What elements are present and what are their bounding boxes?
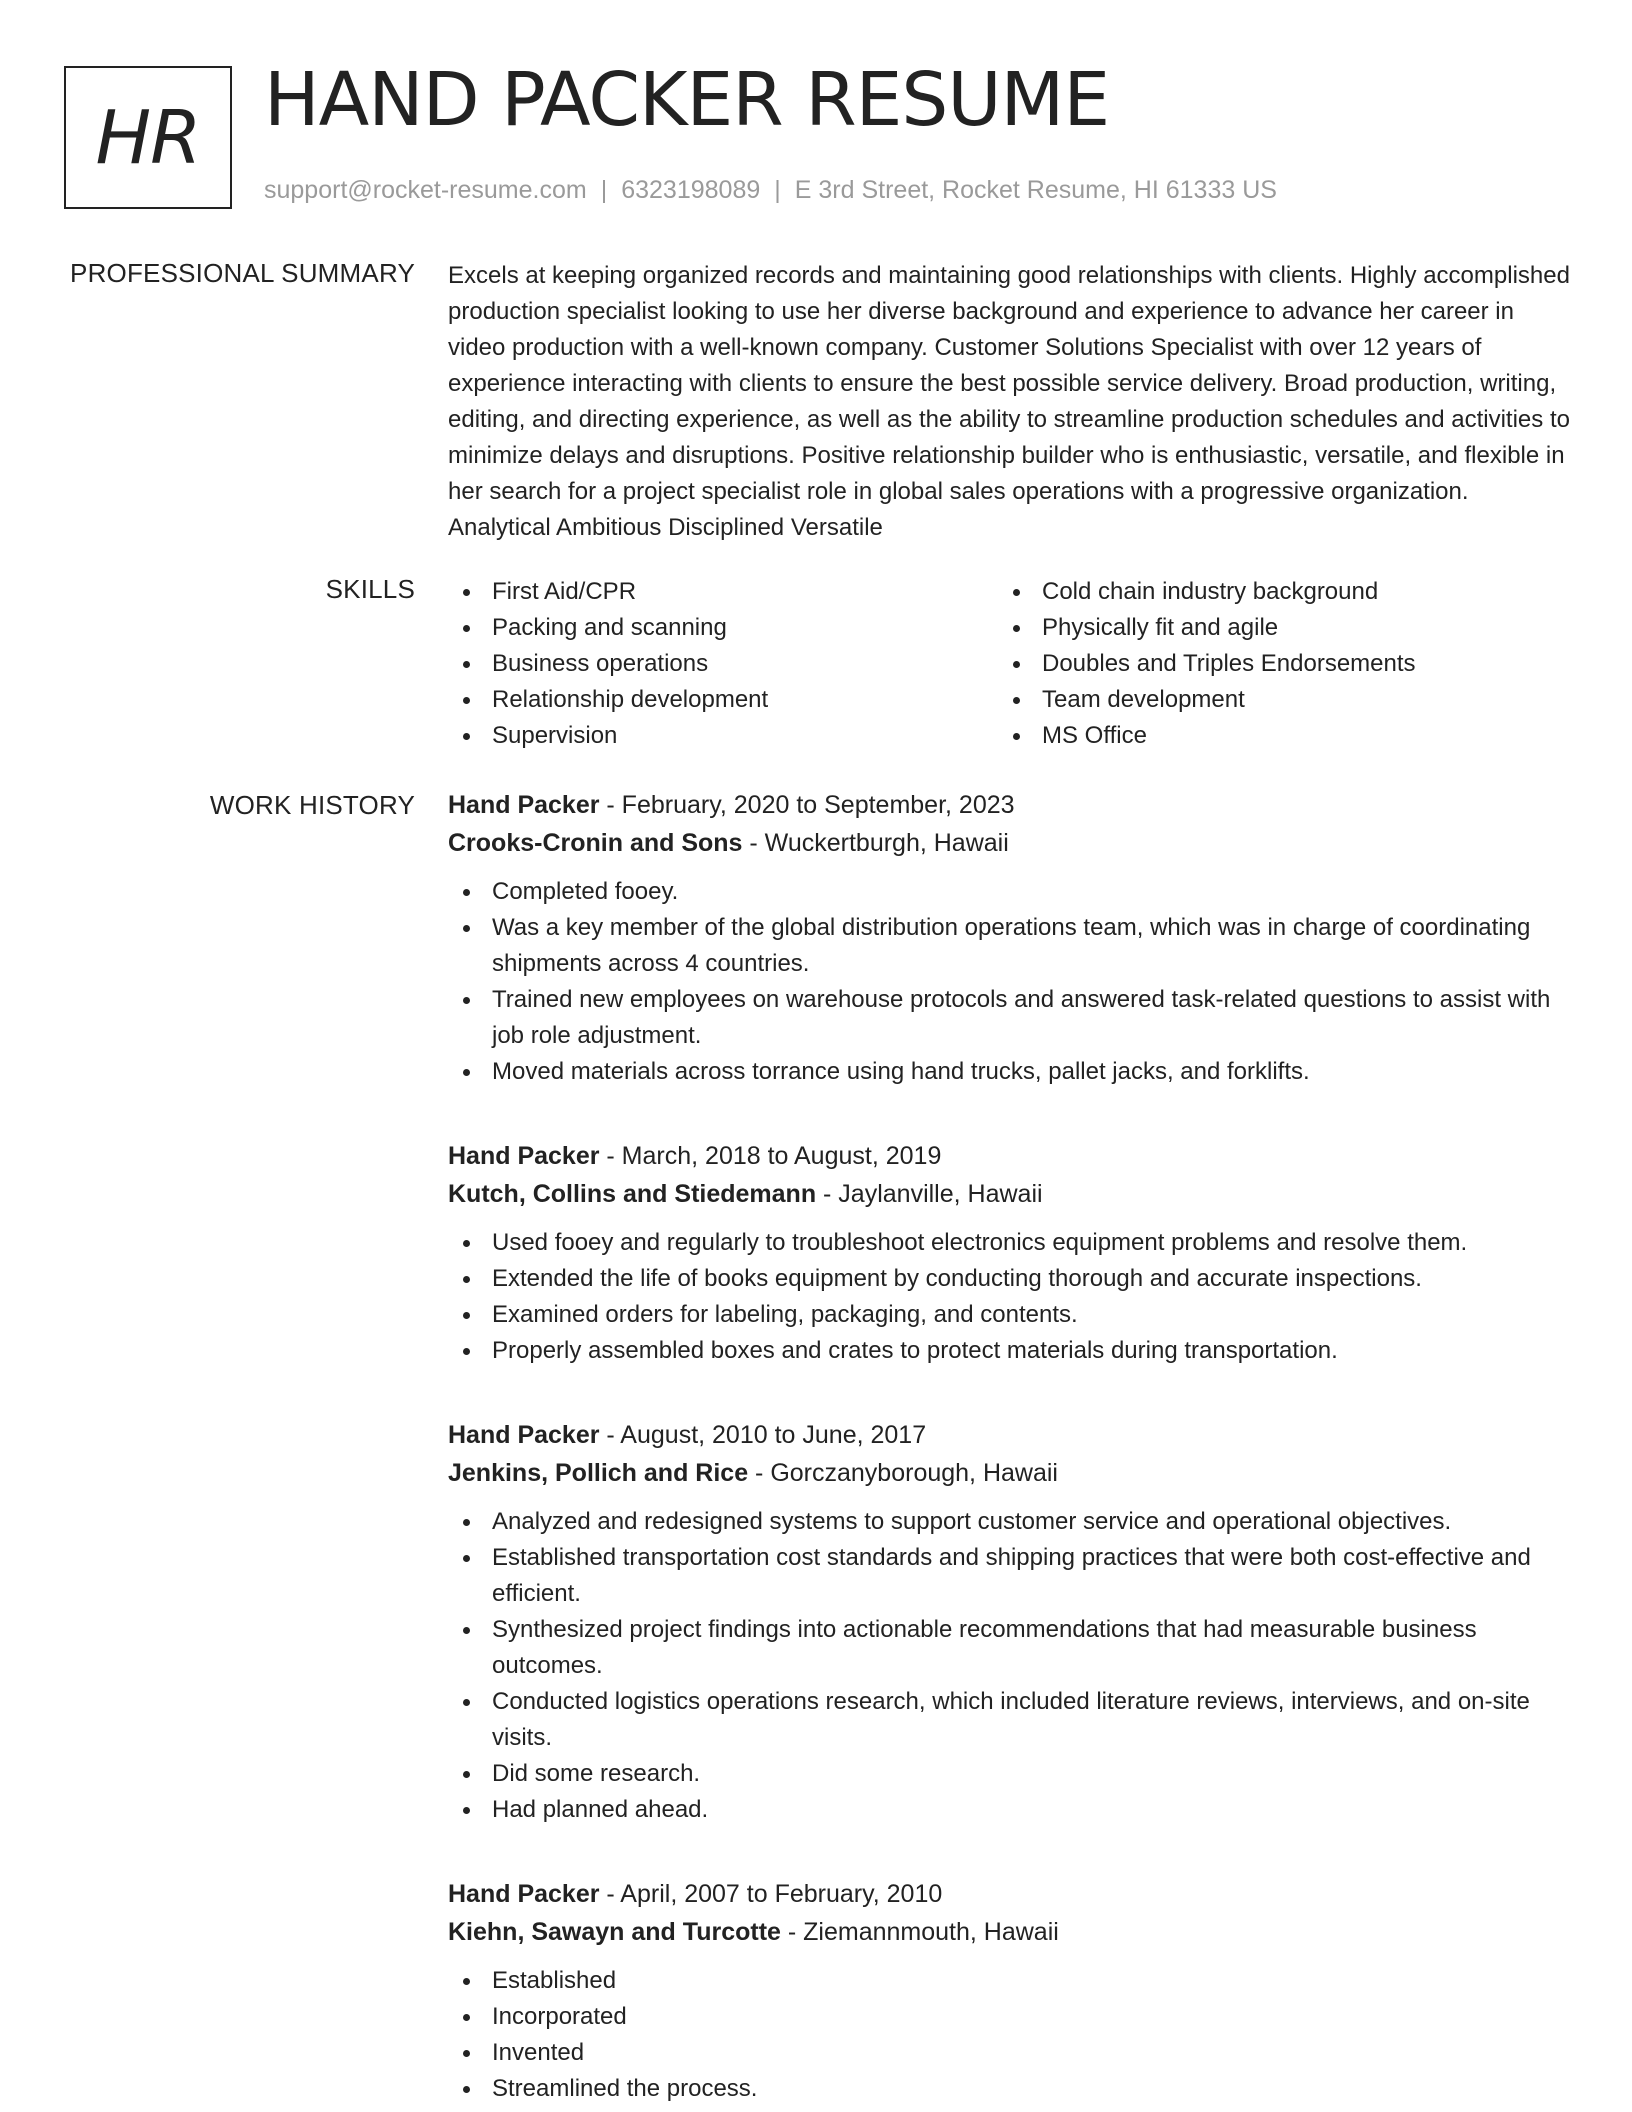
job-bullet: Moved materials across torrance using hand trucks, pallet jacks, and forklifts. <box>448 1054 1572 1090</box>
job-title: Hand Packer <box>448 1421 600 1449</box>
job-bullet: Examined orders for labeling, packaging, and contents. <box>448 1297 1572 1333</box>
job-bullets <box>448 1225 1572 1369</box>
summary-heading: PROFESSIONAL SUMMARY <box>70 258 415 288</box>
job-location: - Wuckertburgh, Hawaii <box>742 829 1009 857</box>
job-title-line <box>448 1875 1572 1913</box>
job-bullet: Analyzed and redesigned systems to support customer service and operational objectives. <box>448 1504 1572 1540</box>
contact-email[interactable]: support@rocket-resume.com <box>264 176 587 204</box>
job-bullet: Used fooey and regularly to troubleshoot electronics equipment problems and resolve them. <box>448 1225 1572 1261</box>
job-title-line <box>448 1137 1572 1175</box>
skill-item: Supervision <box>448 718 998 754</box>
job-location: - Ziemannmouth, Hawaii <box>780 1918 1059 1946</box>
job-bullet: Completed fooey. <box>448 874 1572 910</box>
contact-phone[interactable]: 6323198089 <box>621 176 761 204</box>
job-company-line <box>448 824 1572 862</box>
monogram-box <box>64 66 232 209</box>
job-dates: - April, 2007 to February, 2010 <box>599 1880 943 1908</box>
job-bullet: Did some research. <box>448 1756 1572 1792</box>
job-title: Hand Packer <box>448 791 600 819</box>
job-bullet: Trained new employees on warehouse protocols and answered task-related questions to assist with job role adjustment. <box>448 982 1572 1054</box>
job-dates: - March, 2018 to August, 2019 <box>599 1142 942 1170</box>
job-location: - Gorczanyborough, Hawaii <box>748 1459 1058 1487</box>
job-bullets <box>448 1963 1572 2107</box>
job-bullet: Incorporated <box>448 1999 1572 2035</box>
job-bullet: Had planned ahead. <box>448 1792 1572 1828</box>
job-bullet: Streamlined the process. <box>448 2071 1572 2107</box>
skill-item: Physically fit and agile <box>998 610 1548 646</box>
work-history-list <box>448 786 1572 2107</box>
job-bullet: Invented <box>448 2035 1572 2071</box>
skills-list-left <box>448 574 998 754</box>
resume-title: HAND PACKER RESUME <box>264 57 1110 143</box>
job-bullet: Extended the life of books equipment by conducting thorough and accurate inspections. <box>448 1261 1572 1297</box>
job-entry <box>448 786 1572 1090</box>
job-location: - Jaylanville, Hawaii <box>816 1180 1043 1208</box>
skill-item: Relationship development <box>448 682 998 718</box>
job-company-line <box>448 1913 1572 1951</box>
job-dates: - February, 2020 to September, 2023 <box>599 791 1015 819</box>
skill-item: Cold chain industry background <box>998 574 1548 610</box>
summary-text: Excels at keeping organized records and maintaining good relationships with clients. Highly accomplished production specialist looking to use her diverse background and experience to advance her career in video production with a well-known company. Customer Solutions Specialist with over 12 years of experience interacting with clients to ensure the best possible service delivery. Broad production, writing, editing, and directing experience, as well as the ability to streamline production schedules and activities to minimize delays and disruptions. Positive relationship builder who is enthusiastic, versatile, and flexible in her search for a project specialist role in global sales operations with a progressive organization. Analytical Ambitious Disciplined Versatile <box>448 262 1570 541</box>
job-bullet: Properly assembled boxes and crates to protect materials during transportation. <box>448 1333 1572 1369</box>
job-company-line <box>448 1454 1572 1492</box>
job-company: Kutch, Collins and Stiedemann <box>448 1180 817 1208</box>
monogram-initials: HR <box>95 94 201 181</box>
skills-heading: SKILLS <box>325 574 415 604</box>
skill-item: Team development <box>998 682 1548 718</box>
job-bullets <box>448 874 1572 1090</box>
skills-columns <box>448 574 1572 754</box>
job-title-line <box>448 1416 1572 1454</box>
job-bullet: Conducted logistics operations research, which included literature reviews, interviews, and on-site visits. <box>448 1684 1572 1756</box>
job-entry <box>448 1875 1572 2107</box>
job-company: Kiehn, Sawayn and Turcotte <box>448 1918 781 1946</box>
skill-item: Business operations <box>448 646 998 682</box>
contact-separator: | <box>600 176 608 204</box>
job-bullets <box>448 1504 1572 1828</box>
job-entry <box>448 1416 1572 1828</box>
skills-list-right <box>998 574 1548 754</box>
work-history-heading: WORK HISTORY <box>209 790 415 820</box>
job-title: Hand Packer <box>448 1880 600 1908</box>
skill-item: Packing and scanning <box>448 610 998 646</box>
skill-item: First Aid/CPR <box>448 574 998 610</box>
job-bullet: Synthesized project findings into actionable recommendations that had measurable business outcomes. <box>448 1612 1572 1684</box>
job-title-line <box>448 786 1572 824</box>
job-company: Crooks-Cronin and Sons <box>448 829 743 857</box>
skill-item: Doubles and Triples Endorsements <box>998 646 1548 682</box>
contact-line <box>264 176 1277 205</box>
contact-separator: | <box>774 176 781 204</box>
job-bullet: Established <box>448 1963 1572 1999</box>
job-title: Hand Packer <box>448 1142 600 1170</box>
job-company: Jenkins, Pollich and Rice <box>448 1459 749 1487</box>
job-bullet: Was a key member of the global distribution operations team, which was in charge of coordinating shipments across 4 countries. <box>448 910 1572 982</box>
skill-item: MS Office <box>998 718 1548 754</box>
job-dates: - August, 2010 to June, 2017 <box>599 1421 927 1449</box>
contact-address: E 3rd Street, Rocket Resume, HI 61333 US <box>794 176 1277 204</box>
job-company-line <box>448 1175 1572 1213</box>
job-entry <box>448 1137 1572 1369</box>
job-bullet: Established transportation cost standards and shipping practices that were both cost-effective and efficient. <box>448 1540 1572 1612</box>
